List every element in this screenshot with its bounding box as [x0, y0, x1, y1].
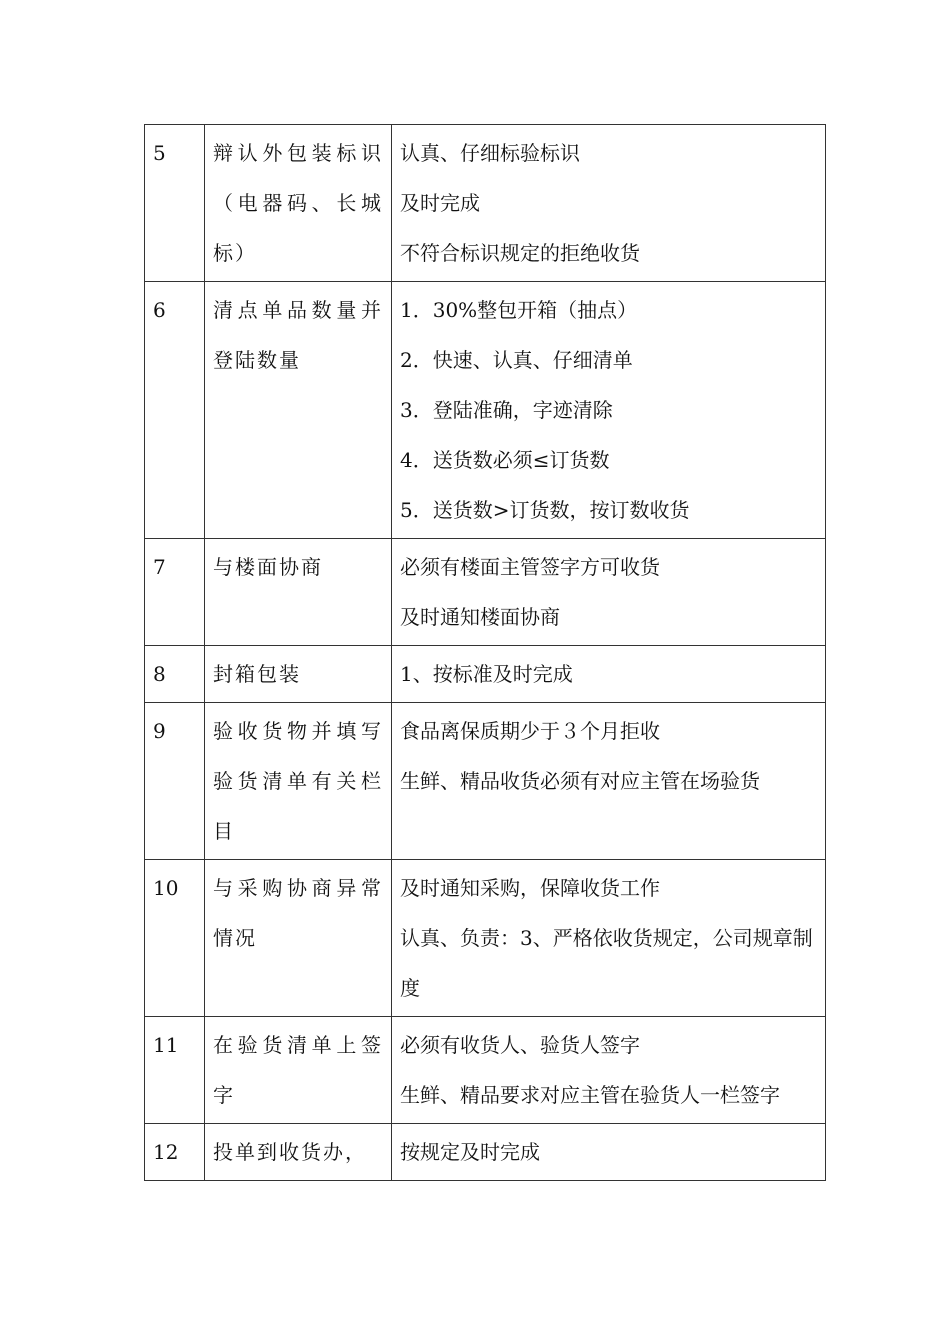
table-row: [145, 1124, 826, 1181]
requirement-line: 食品离保质期少于３个月拒收: [400, 719, 660, 743]
step-number: 5: [145, 125, 205, 282]
step-number: 12: [145, 1124, 205, 1181]
requirement-line: 不符合标识规定的拒绝收货: [400, 241, 640, 265]
requirement-line: 3．登陆准确，字迹清除: [400, 398, 613, 422]
requirement-line: 2．快速、认真、仔细清单: [400, 348, 633, 372]
step-item: 与楼面协商: [205, 539, 392, 646]
step-number: 10: [145, 860, 205, 1017]
step-item: 投单到收货办，: [205, 1124, 392, 1181]
procedure-table: [144, 124, 826, 1181]
step-item: 辩认外包装标识（电器码、长城标）: [205, 125, 392, 282]
step-number: 11: [145, 1017, 205, 1124]
step-item: 清点单品数量并登陆数量: [205, 282, 392, 539]
step-number: 9: [145, 703, 205, 860]
step-requirements: [392, 282, 826, 539]
requirement-line: 按规定及时完成: [400, 1140, 540, 1164]
step-requirements: [392, 125, 826, 282]
table-row: [145, 703, 826, 860]
requirement-line: 5．送货数>订货数，按订数收货: [400, 498, 690, 522]
table-row: [145, 646, 826, 703]
step-requirements: [392, 1017, 826, 1124]
requirement-line: 必须有楼面主管签字方可收货: [400, 555, 660, 579]
step-item: 在验货清单上签字: [205, 1017, 392, 1124]
requirement-line: 认真、负责：3、严格依收货规定，公司规章制度: [400, 926, 813, 1000]
table-row: [145, 539, 826, 646]
step-requirements: [392, 703, 826, 860]
requirement-line: 生鲜、精品要求对应主管在验货人一栏签字: [400, 1083, 780, 1107]
step-item: 验收货物并填写验货清单有关栏目: [205, 703, 392, 860]
table-row: [145, 860, 826, 1017]
requirement-line: 必须有收货人、验货人签字: [400, 1033, 640, 1057]
step-number: 7: [145, 539, 205, 646]
requirement-line: 认真、仔细标验标识: [400, 141, 580, 165]
requirement-line: 及时完成: [400, 191, 480, 215]
requirement-line: 及时通知楼面协商: [400, 605, 560, 629]
step-requirements: [392, 860, 826, 1017]
table-row: [145, 282, 826, 539]
step-number: 6: [145, 282, 205, 539]
step-requirements: [392, 1124, 826, 1181]
requirement-line: 及时通知采购，保障收货工作: [400, 876, 660, 900]
table-row: [145, 1017, 826, 1124]
requirement-line: 1、按标准及时完成: [400, 662, 573, 686]
requirement-line: 4．送货数必须≤订货数: [400, 448, 610, 472]
step-item: 与采购协商异常情况: [205, 860, 392, 1017]
step-item: 封箱包装: [205, 646, 392, 703]
step-requirements: [392, 646, 826, 703]
step-number: 8: [145, 646, 205, 703]
step-requirements: [392, 539, 826, 646]
requirement-line: 生鲜、精品收货必须有对应主管在场验货: [400, 769, 760, 793]
table-row: [145, 125, 826, 282]
requirement-line: 1．30%整包开箱（抽点）: [400, 298, 638, 322]
